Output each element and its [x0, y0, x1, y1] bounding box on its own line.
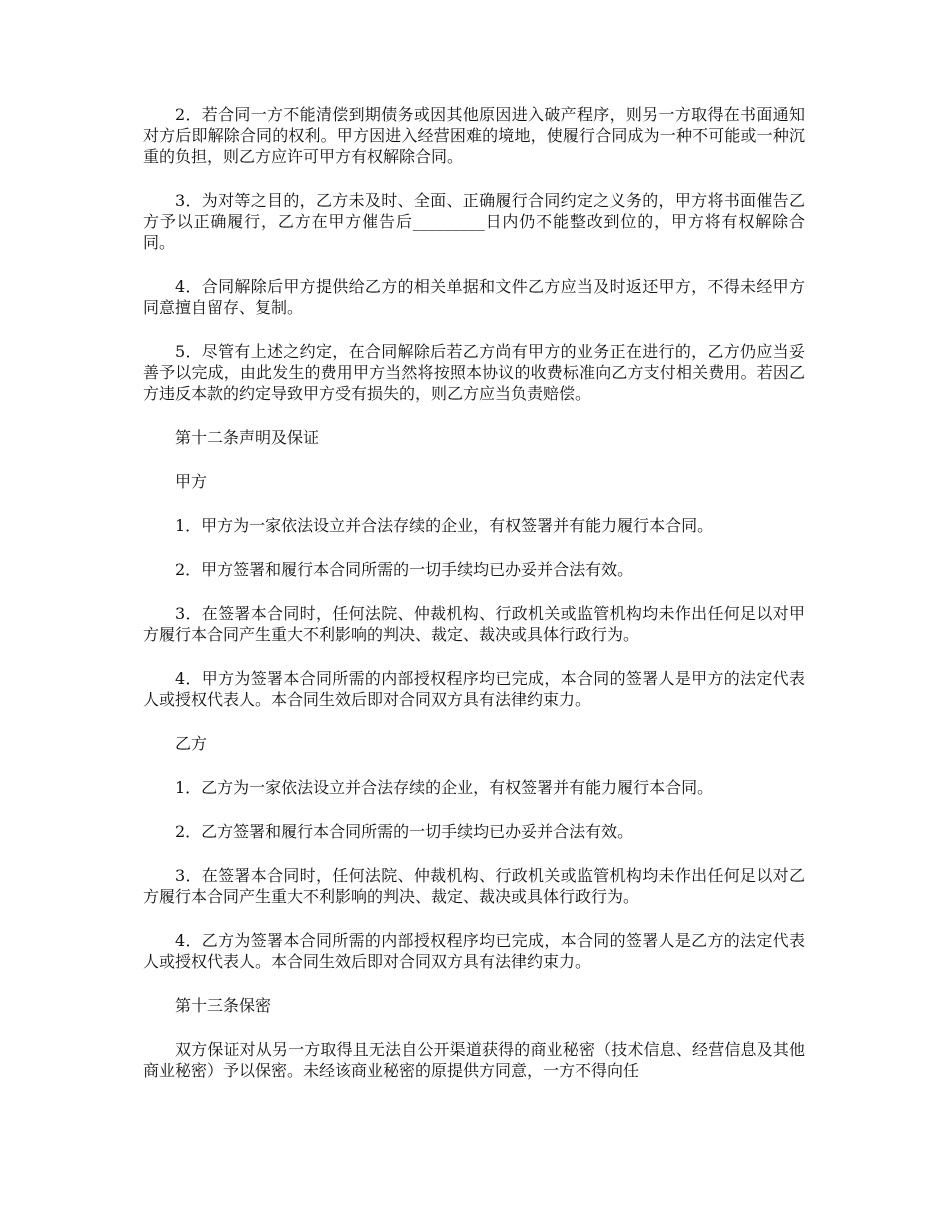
clause-11-item-5: 5．尽管有上述之约定，在合同解除后若乙方尚有甲方的业务正在进行的，乙方仍应当妥善予以完成，由此发生的费用甲方当然将按照本协议的收费标准向乙方支付相关费用。若因乙方违反本款的约定导致甲方受有损失的，则乙方应当负责赔偿。 — [143, 342, 805, 403]
clause-11-item-4: 4．合同解除后甲方提供给乙方的相关单据和文件乙方应当及时返还甲方，不得未经甲方同意擅自留存、复制。 — [143, 277, 805, 317]
document-page — [143, 104, 805, 1104]
party-b-heading: 乙方 — [175, 734, 208, 753]
party-b-item-4: 4．乙方为签署本合同所需的内部授权程序均已完成，本合同的签署人是乙方的法定代表人或授权代表人。本合同生效后即对合同双方具有法律约束力。 — [143, 931, 805, 971]
party-a-item-2: 2．甲方签署和履行本合同所需的一切手续均已办妥并合法有效。 — [175, 560, 634, 579]
clause-11-item-3: 3．为对等之目的，乙方未及时、全面、正确履行合同约定之义务的，甲方将书面催告乙方予以正确履行，乙方在甲方催告后_________日内仍不能整改到位的，甲方将有权解除合同。 — [143, 191, 805, 252]
party-a-heading: 甲方 — [175, 472, 208, 491]
clause-11-item-2: 2．若合同一方不能清偿到期债务或因其他原因进入破产程序，则另一方取得在书面通知对方后即解除合同的权利。甲方因进入经营困难的境地，使履行合同成为一种不可能或一种沉重的负担，则乙方应许可甲方有权解除合同。 — [143, 105, 805, 166]
party-b-item-3: 3．在签署本合同时，任何法院、仲裁机构、行政机关或监管机构均未作出任何足以对乙方履行本合同产生重大不利影响的判决、裁定、裁决或具体行政行为。 — [143, 866, 805, 906]
party-a-item-4: 4．甲方为签署本合同所需的内部授权程序均已完成，本合同的签署人是甲方的法定代表人或授权代表人。本合同生效后即对合同双方具有法律约束力。 — [143, 669, 805, 709]
party-b-item-2: 2．乙方签署和履行本合同所需的一切手续均已办妥并合法有效。 — [175, 822, 634, 841]
party-a-item-1: 1．甲方为一家依法设立并合法存续的企业，有权签署并有能力履行本合同。 — [175, 516, 714, 535]
party-a-item-3: 3．在签署本合同时，任何法院、仲裁机构、行政机关或监管机构均未作出任何足以对甲方履行本合同产生重大不利影响的判决、裁定、裁决或具体行政行为。 — [143, 604, 805, 644]
clause-12-heading: 第十二条声明及保证 — [175, 428, 320, 447]
clause-13-heading: 第十三条保密 — [175, 996, 272, 1015]
party-b-item-1: 1．乙方为一家依法设立并合法存续的企业，有权签署并有能力履行本合同。 — [175, 778, 714, 797]
clause-13-body: 双方保证对从另一方取得且无法自公开渠道获得的商业秘密（技术信息、经营信息及其他商业秘密）予以保密。未经该商业秘密的原提供方同意，一方不得向任 — [143, 1040, 805, 1080]
